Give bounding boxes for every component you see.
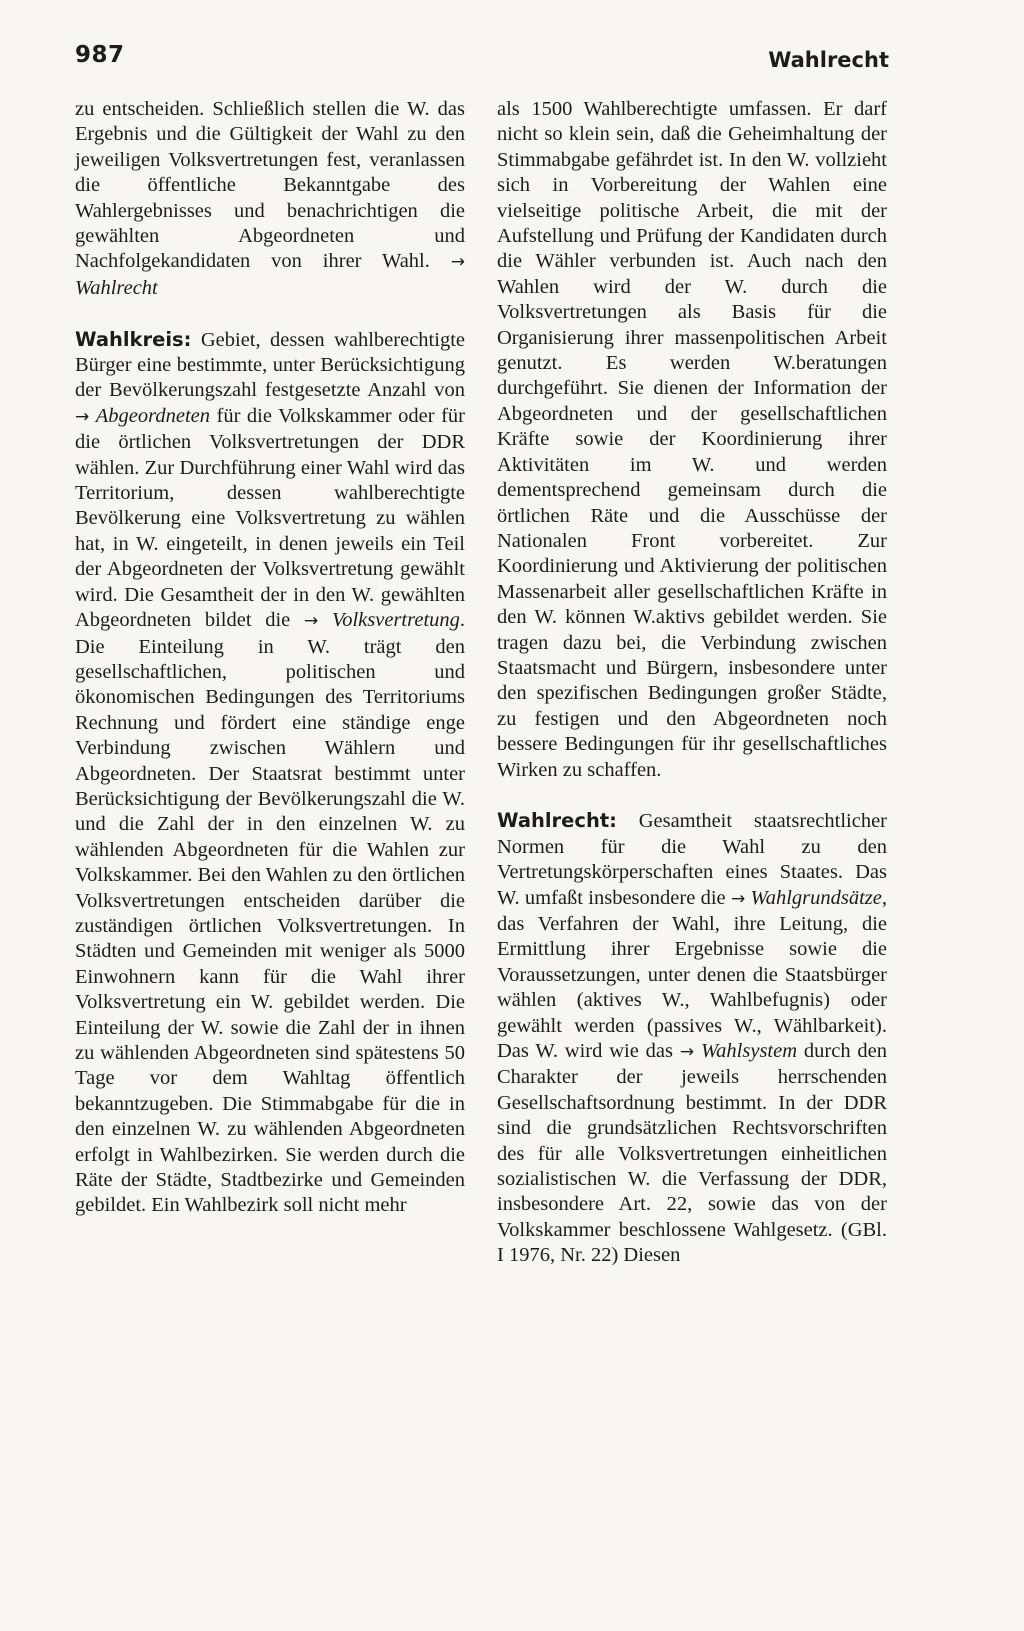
page-number: 987 (75, 42, 125, 68)
cross-reference-arrow-icon: → (75, 406, 90, 427)
paragraph-text: . Die Einteilung in W. trägt den gesellschaftlichen, politischen und ökonomischen Bedingungen des Territoriums Rechnung und fördert eine ständige enge Verbindung zwischen Wählern und Abgeordneten. Der Staatsrat bestimmt unter Berücksichtigung der Bevölkerungszahl die W. und die Zahl der in den einzelnen W. zu wählenden Abgeordneten für die Wahlen zur Volkskammer. Bei den Wahlen zu den örtlichen Volksvertretungen entscheiden darüber die zuständigen örtlichen Volksvertretungen. In Städten und Gemeinden mit weniger als 5000 Einwohnern kann für die Wahl ihrer Volksvertretung ein W. gebildet werden. Die Einteilung der W. sowie die Zahl der in ihnen zu wählenden Abgeordneten sind spätestens 50 Tage vor dem Wahltag öffentlich bekanntzugeben. Die Stimmabgabe für die in den einzelnen W. zu wählenden Abgeordneten erfolgt in Wahlbezirken. Sie werden durch die Räte der Städte, Stadtbezirke und Gemeinden gebildet. Ein Wahlbezirk soll nicht mehr (75, 609, 466, 1217)
paragraph-wahlausschuesse-end (75, 97, 465, 301)
cross-reference-wahlrecht[interactable]: Wahlrecht (75, 276, 158, 299)
entry-wahlrecht (497, 808, 887, 1268)
paragraph-wahlkreis-continued (497, 97, 887, 783)
paragraph-text: durch den Charakter der jeweils herrschenden Gesellschaftsordnung bestimmt. In der DDR sind die grundsätzlichen Rechtsvorschriften des für alle Volksvertretungen einheitlichen sozialistischen W. die Verfassung der DDR, insbesondere Art. 22, sowie das von der Volkskammer beschlossene Wahlgesetz. (GBl. I 1976, Nr. 22) Diesen (497, 1040, 888, 1267)
paragraph-text: , das Verfahren der Wahl, ihre Leitung, die Ermittlung ihrer Ergebnisse sowie die Voraussetzungen, unter denen die Staatsbürger wählen (aktives W., Wahlbefugnis) oder gewählt werden (passives W., Wählbarkeit). Das W. wird wie das (497, 886, 888, 1063)
paragraph-text: zu entscheiden. Schließlich stellen die W. das Ergebnis und die Gültigkeit der Wahl zu den jeweiligen Volksvertretungen fest, veranlassen die öffentliche Bekanntgabe des Wahlergebnisses und benachrichtigen die gewählten Abgeordneten und Nachfolgekandidaten von ihrer Wahl. (75, 98, 465, 273)
entry-wahlkreis (75, 327, 465, 1219)
cross-reference-volksvertretung[interactable]: Volksvertretung (331, 609, 460, 632)
paragraph-text: Gebiet, dessen wahlberechtigte Bürger eine bestimmte, unter Berücksichtigung der Bevölkerungszahl festgesetzte Anzahl von (75, 328, 465, 402)
cross-reference-arrow-icon: → (304, 611, 319, 632)
running-head: Wahlrecht (768, 48, 889, 72)
paragraph-text: für die Volkskammer oder für die örtlichen Volksvertretungen der DDR wählen. Zur Durchführung einer Wahl wird das Territorium, dessen wahlberechtigte Bevölkerung eine Volksvertretung zu wählen hat, in W. eingeteilt, in denen jeweils ein Teil der Abgeordneten der Volksvertretung gewählt wird. Die Gesamtheit der in den W. gewählten Abgeordneten bildet die (75, 404, 465, 632)
cross-reference-abgeordneten[interactable]: Abgeordneten (95, 404, 210, 427)
cross-reference-wahlgrundsaetze[interactable]: Wahlgrundsätze (750, 886, 882, 909)
headword-wahlrecht: Wahlrecht: (497, 809, 617, 833)
cross-reference-arrow-icon: → (679, 1042, 695, 1063)
paragraph-text: Gesamtheit staatsrechtlicher Normen für die Wahl zu den Vertretungskörperschaften eines Staates. Das W. umfaßt insbesondere die (497, 810, 887, 909)
left-column (75, 97, 465, 1219)
cross-reference-arrow-icon: → (450, 252, 466, 273)
right-column (497, 97, 887, 1269)
cross-reference-wahlsystem[interactable]: Wahlsystem (700, 1040, 798, 1063)
paragraph-text: als 1500 Wahlberechtigte umfassen. Er darf nicht so klein sein, daß die Geheimhaltung der Stimmabgabe gefährdet ist. In den W. vollzieht sich in Vorbereitung der Wahlen eine vielseitige politische Arbeit, die mit der Aufstellung und Prüfung der Kandidaten durch die Wähler verbunden ist. Auch nach den Wahlen wird der W. durch die Volksvertretungen als Basis für die Organisierung ihrer massenpolitischen Arbeit genutzt. Es werden W.beratungen durchgeführt. Sie dienen der Information der Abgeordneten und der gesellschaftlichen Kräfte sowie der Koordinierung ihrer Aktivitäten im W. und werden dementsprechend gemeinsam durch die örtlichen Räte und die Ausschüsse der Nationalen Front vorbereitet. Zur Koordinierung und Aktivierung der politischen Massenarbeit aller gesellschaftlichen Kräfte in den W. können W.aktivs gebildet werden. Sie tragen dazu bei, die Verbindung zwischen Staatsmacht und Bürgern, insbesondere unter den spezifischen Bedingungen großer Städte, zu festigen und den Abgeordneten noch bessere Bedingungen für ihr gesellschaftliches Wirken zu schaffen. (497, 98, 887, 781)
cross-reference-arrow-icon: → (730, 888, 746, 909)
headword-wahlkreis: Wahlkreis: (75, 327, 192, 351)
